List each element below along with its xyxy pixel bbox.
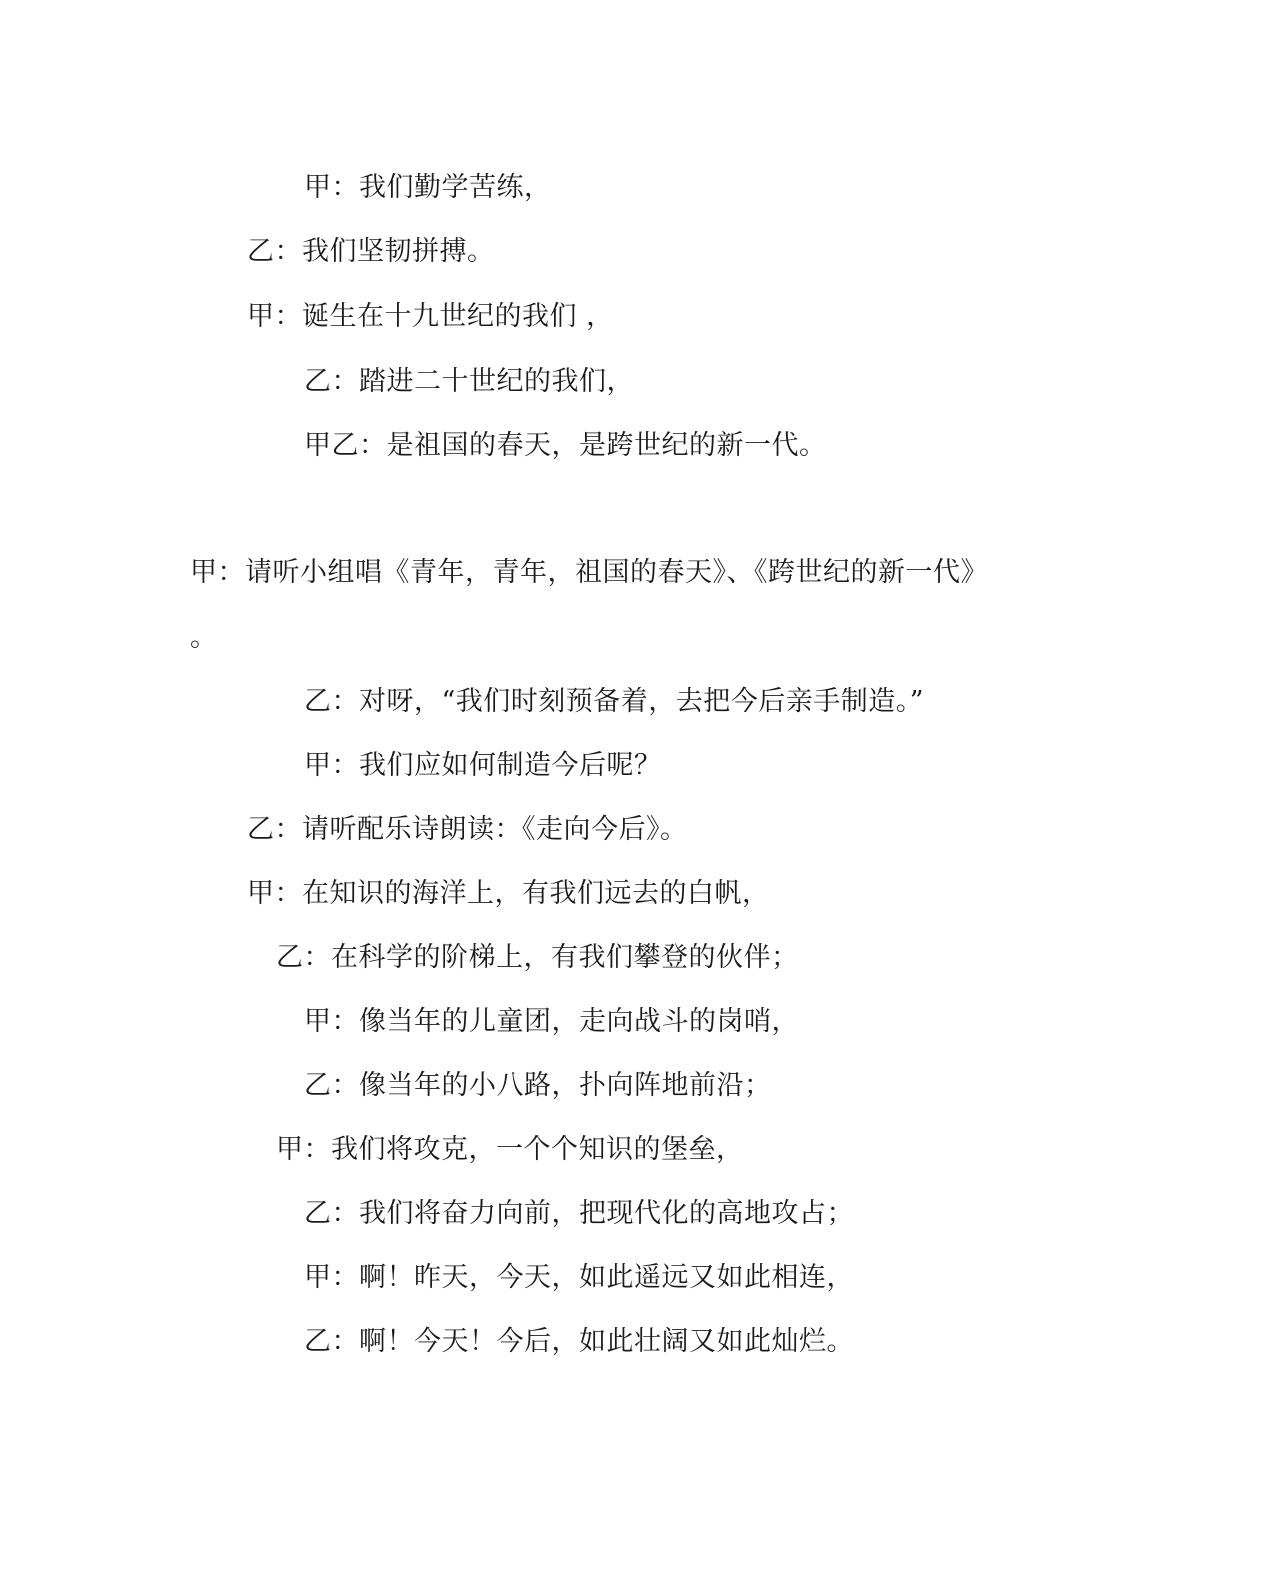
dialogue-line: 乙：踏进二十世纪的我们，	[304, 366, 634, 397]
dialogue-line: 甲：我们将攻克，一个个知识的堡垒，	[276, 1134, 744, 1165]
dialogue-line-continuation: 。	[190, 622, 218, 653]
dialogue-line: 乙：请听配乐诗朗读：《走向今后》。	[247, 814, 688, 845]
dialogue-line: 甲：请听小组唱《青年，青年，祖国的春天》、《跨世纪的新一代》	[190, 557, 988, 588]
dialogue-line: 甲：诞生在十九世纪的我们 ，	[247, 301, 614, 332]
dialogue-line: 甲：我们勤学苦练，	[304, 172, 552, 203]
dialogue-line: 乙：我们坚韧拼搏。	[247, 236, 495, 267]
dialogue-line: 甲：啊！昨天，今天，如此遥远又如此相连，	[304, 1262, 854, 1293]
dialogue-line: 甲：在知识的海洋上，有我们远去的白帆，	[247, 878, 770, 909]
dialogue-line: 乙：对呀，“我们时刻预备着，去把今后亲手制造。”	[304, 686, 925, 717]
dialogue-line: 乙：啊！今天！今后，如此壮阔又如此灿烂。	[304, 1326, 854, 1357]
dialogue-line: 乙：在科学的阶梯上，有我们攀登的伙伴；	[276, 942, 799, 973]
dialogue-line: 乙：我们将奋力向前，把现代化的高地攻占；	[304, 1198, 854, 1229]
dialogue-line: 乙：像当年的小八路，扑向阵地前沿；	[304, 1070, 772, 1101]
dialogue-line: 甲乙：是祖国的春天，是跨世纪的新一代。	[304, 430, 827, 461]
dialogue-line: 甲：我们应如何制造今后呢？	[304, 750, 662, 781]
dialogue-line: 甲：像当年的儿童团，走向战斗的岗哨，	[304, 1006, 799, 1037]
